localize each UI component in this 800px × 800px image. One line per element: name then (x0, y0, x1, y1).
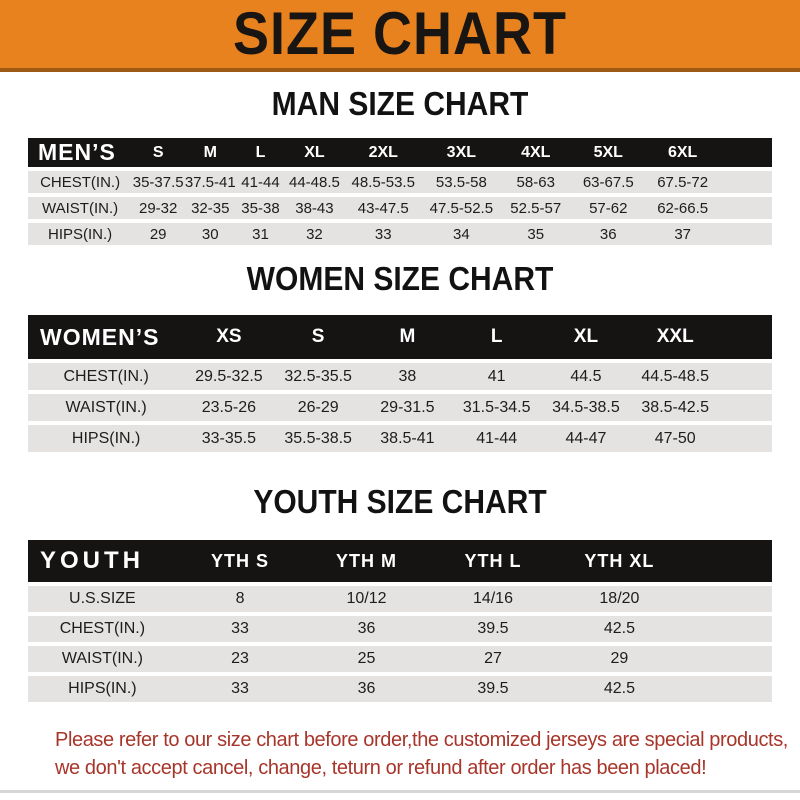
table-row (28, 646, 772, 672)
table-cell: 47.5-52.5 (422, 197, 500, 219)
table-cell: 42.5 (556, 616, 682, 642)
table-cell: 35.5-38.5 (274, 425, 363, 452)
table-cell: 39.5 (430, 676, 556, 702)
women-header-row (28, 315, 772, 359)
table-cell: 23.5-26 (184, 394, 273, 421)
column-header: XXL (631, 315, 720, 359)
column-header: 2XL (344, 138, 422, 167)
spacer-cell (683, 646, 772, 672)
column-header: S (274, 315, 363, 359)
table-cell: 29 (556, 646, 682, 672)
column-header: XL (541, 315, 630, 359)
table-cell: 10/12 (303, 586, 429, 612)
table-cell: 8 (177, 586, 303, 612)
table-cell: 34 (422, 223, 500, 245)
table-cell: 43-47.5 (344, 197, 422, 219)
table-cell: 36 (303, 676, 429, 702)
column-header: L (452, 315, 541, 359)
row-label: HIPS(IN.) (28, 223, 132, 245)
table-cell: 36 (571, 223, 645, 245)
table-cell: 32 (285, 223, 345, 245)
table-cell: 35-37.5 (132, 171, 184, 193)
table-cell: 63-67.5 (571, 171, 645, 193)
size-chart-banner (0, 0, 800, 72)
spacer-cell (720, 394, 772, 421)
banner-title: SIZE CHART (233, 0, 567, 68)
table-cell: 48.5-53.5 (344, 171, 422, 193)
men-size-table (28, 134, 772, 249)
women-section-heading: WOMEN SIZE CHART (246, 260, 554, 298)
row-label: WAIST(IN.) (28, 646, 177, 672)
disclaimer-line-1: Please refer to our size chart before order,the customized jerseys are special products, (55, 729, 788, 751)
women-size-table (28, 311, 772, 456)
table-row (28, 223, 772, 245)
table-cell: 52.5-57 (500, 197, 571, 219)
table-row (28, 171, 772, 193)
disclaimer-line-2: we don't accept cancel, change, teturn or refund after order has been placed! (55, 757, 707, 779)
row-label: CHEST(IN.) (28, 363, 184, 390)
table-cell: 41 (452, 363, 541, 390)
table-cell: 44-48.5 (285, 171, 345, 193)
women-section (0, 260, 800, 456)
table-cell: 29.5-32.5 (184, 363, 273, 390)
table-cell: 38-43 (285, 197, 345, 219)
men-section (0, 85, 800, 249)
column-header: 4XL (500, 138, 571, 167)
table-cell: 26-29 (274, 394, 363, 421)
disclaimer-note (0, 726, 800, 782)
row-label: HIPS(IN.) (28, 676, 177, 702)
column-header: 3XL (422, 138, 500, 167)
table-cell: 31.5-34.5 (452, 394, 541, 421)
column-header: XS (184, 315, 273, 359)
spacer-cell (720, 425, 772, 452)
table-cell: 36 (303, 616, 429, 642)
spacer-cell (683, 586, 772, 612)
spacer-cell (720, 223, 772, 245)
spacer-cell (720, 171, 772, 193)
table-cell: 29 (132, 223, 184, 245)
table-cell: 14/16 (430, 586, 556, 612)
row-label: CHEST(IN.) (28, 171, 132, 193)
column-header: 6XL (645, 138, 719, 167)
table-cell: 44.5 (541, 363, 630, 390)
row-label: CHEST(IN.) (28, 616, 177, 642)
table-cell: 35 (500, 223, 571, 245)
table-row (28, 425, 772, 452)
table-cell: 32-35 (184, 197, 236, 219)
column-header: YTH XL (556, 540, 682, 582)
spacer-cell (720, 197, 772, 219)
men-section-heading: MAN SIZE CHART (271, 85, 529, 123)
column-header: M (184, 138, 236, 167)
table-cell: 34.5-38.5 (541, 394, 630, 421)
table-row (28, 616, 772, 642)
table-cell: 57-62 (571, 197, 645, 219)
table-cell: 29-31.5 (363, 394, 452, 421)
column-header: XL (285, 138, 345, 167)
table-cell: 32.5-35.5 (274, 363, 363, 390)
youth-table-label: YOUTH (28, 540, 177, 582)
men-header-row (28, 138, 772, 167)
table-cell: 38.5-41 (363, 425, 452, 452)
table-row (28, 676, 772, 702)
table-cell: 23 (177, 646, 303, 672)
table-cell: 38 (363, 363, 452, 390)
row-label: U.S.SIZE (28, 586, 177, 612)
row-label: WAIST(IN.) (28, 197, 132, 219)
table-cell: 42.5 (556, 676, 682, 702)
table-row (28, 363, 772, 390)
table-cell: 38.5-42.5 (631, 394, 720, 421)
youth-header-row (28, 540, 772, 582)
table-cell: 29-32 (132, 197, 184, 219)
table-cell: 39.5 (430, 616, 556, 642)
table-cell: 33 (344, 223, 422, 245)
youth-section-heading: YOUTH SIZE CHART (253, 483, 547, 521)
column-header: L (236, 138, 284, 167)
spacer-cell (683, 676, 772, 702)
table-cell: 41-44 (452, 425, 541, 452)
column-header: 5XL (571, 138, 645, 167)
table-cell: 31 (236, 223, 284, 245)
table-cell: 37 (645, 223, 719, 245)
spacer-cell (683, 616, 772, 642)
table-row (28, 586, 772, 612)
table-cell: 47-50 (631, 425, 720, 452)
bottom-edge-divider (0, 790, 800, 793)
men-table-label: MEN’S (28, 138, 132, 167)
table-cell: 67.5-72 (645, 171, 719, 193)
table-cell: 44.5-48.5 (631, 363, 720, 390)
row-label: HIPS(IN.) (28, 425, 184, 452)
table-cell: 30 (184, 223, 236, 245)
table-cell: 44-47 (541, 425, 630, 452)
table-cell: 25 (303, 646, 429, 672)
column-header: YTH M (303, 540, 429, 582)
youth-section (0, 483, 800, 706)
table-cell: 37.5-41 (184, 171, 236, 193)
column-header: S (132, 138, 184, 167)
table-cell: 62-66.5 (645, 197, 719, 219)
table-cell: 33-35.5 (184, 425, 273, 452)
row-label: WAIST(IN.) (28, 394, 184, 421)
women-table-label: WOMEN’S (28, 315, 184, 359)
column-header: YTH L (430, 540, 556, 582)
table-cell: 35-38 (236, 197, 284, 219)
spacer-cell (720, 363, 772, 390)
spacer-cell (720, 138, 772, 167)
table-cell: 33 (177, 676, 303, 702)
table-cell: 33 (177, 616, 303, 642)
column-header: M (363, 315, 452, 359)
table-cell: 18/20 (556, 586, 682, 612)
column-header: YTH S (177, 540, 303, 582)
table-cell: 41-44 (236, 171, 284, 193)
table-cell: 27 (430, 646, 556, 672)
youth-size-table (28, 536, 772, 706)
table-row (28, 197, 772, 219)
table-row (28, 394, 772, 421)
spacer-cell (683, 540, 772, 582)
table-cell: 53.5-58 (422, 171, 500, 193)
spacer-cell (720, 315, 772, 359)
table-cell: 58-63 (500, 171, 571, 193)
